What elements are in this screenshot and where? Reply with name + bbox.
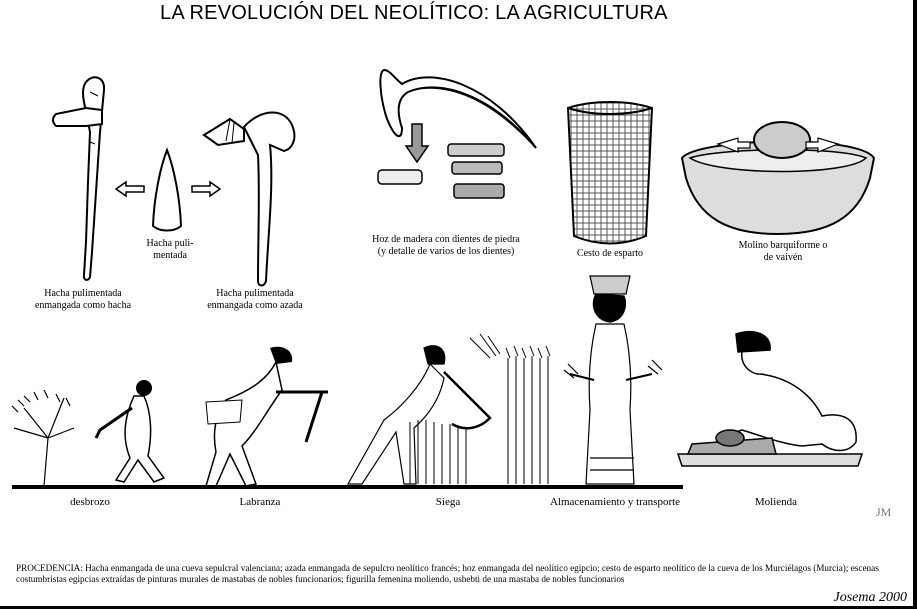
- caption-molienda: Molienda: [754, 496, 798, 508]
- scene-molienda-illustration: [672, 326, 872, 472]
- caption-labranza: Labranza: [239, 496, 281, 508]
- stone-teeth-detail-illustration: [372, 140, 512, 210]
- esparto-basket-illustration: [562, 100, 658, 246]
- author-monogram: JM: [876, 505, 892, 519]
- scene-siega-illustration: [340, 328, 562, 488]
- frame-right-border: [913, 0, 917, 609]
- ground-line: [12, 485, 683, 489]
- scene-desbrozo-illustration: [4, 378, 184, 488]
- arrow-left-icon: [114, 180, 146, 198]
- polished-axe-head-illustration: [150, 148, 184, 234]
- caption-cesto: Cesto de esparto: [576, 248, 644, 259]
- scene-labranza-illustration: [196, 342, 336, 488]
- page-title: LA REVOLUCIÓN DEL NEOLÍTICO: LA AGRICULTURA: [160, 2, 668, 24]
- adze-hafted-illustration: [200, 105, 310, 290]
- caption-hacha-pulimentada: Hacha puli- mentada: [146, 238, 194, 261]
- caption-siega: Siega: [435, 496, 461, 508]
- caption-hacha-mango: Hacha pulimentada enmangada como hacha: [34, 288, 132, 311]
- scene-almacenamiento-illustration: [560, 270, 670, 488]
- caption-desbrozo: desbrozo: [70, 496, 110, 508]
- source-note: PROCEDENCIA: Hacha enmangada de una cueva sepulcral valenciana; azada enmangada de sepulcro neolítico francés; hoz enmangada del neolítico egipcio; cesto de esparto neolítico de la cueva de los Murciélagos (Murcia); escenas costumbristas egipcias extraídas de pinturas murales de mastabas de nobles funcionarios; figurilla femenina moliendo, ushebti de una mastaba de nobles funcionarios: [16, 563, 879, 584]
- caption-hoz: Hoz de madera con dientes de piedra (y detalle de varios de los dientes): [372, 234, 520, 257]
- caption-azada: Hacha pulimentada enmangada como azada: [207, 288, 303, 311]
- caption-almacenamiento: Almacenamiento y transporte: [549, 496, 681, 508]
- author-signature: Josema 2000: [833, 590, 907, 605]
- saddle-quern-illustration: [678, 118, 878, 238]
- caption-molino: Molino barquiforme o de vaivén: [738, 240, 828, 263]
